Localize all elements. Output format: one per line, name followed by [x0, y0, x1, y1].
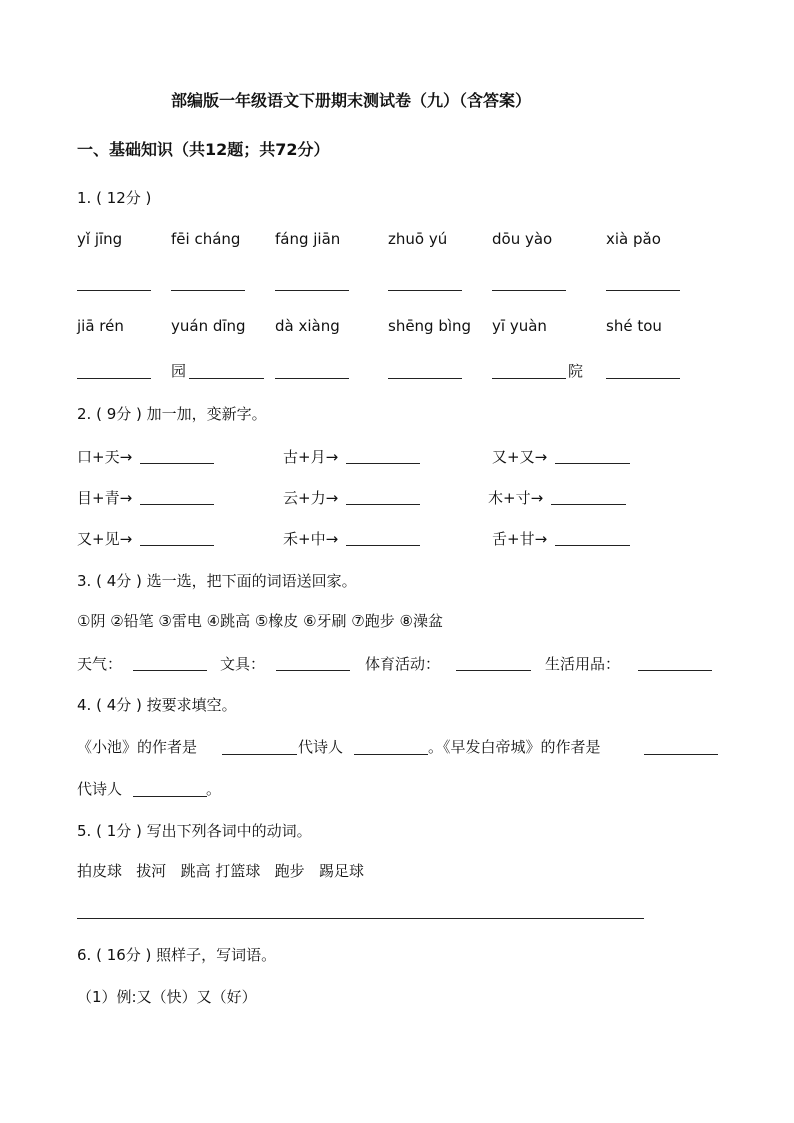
answer-blank[interactable] [140, 545, 214, 546]
char-combo-item: 云+力→ [283, 489, 339, 507]
answer-blank[interactable] [77, 290, 151, 291]
word-options: ①阴 ②铅笔 ③雷电 ④跳高 ⑤橡皮 ⑥牙刷 ⑦跑步 ⑧澡盆 [77, 612, 443, 630]
question-5-label: 5. ( 1分 ) 写出下列各词中的动词。 [77, 822, 312, 840]
pinyin-item: shēng bìng [388, 317, 472, 335]
answer-blank[interactable] [606, 290, 680, 291]
answer-blank[interactable] [346, 504, 420, 505]
answer-blank[interactable] [275, 378, 349, 379]
category-label: 天气： [77, 655, 123, 673]
page-title: 部编版一年级语文下册期末测试卷（九）（含答案） [171, 91, 532, 110]
answer-blank[interactable] [354, 754, 428, 755]
pinyin-item: dōu yào [492, 230, 553, 248]
answer-blank[interactable] [133, 670, 207, 671]
blank-suffix-char: 院 [568, 362, 584, 380]
answer-blank[interactable] [77, 378, 151, 379]
pinyin-item: jiā rén [77, 317, 124, 335]
pinyin-item: yuán dīng [171, 317, 246, 335]
pinyin-item: zhuō yú [388, 230, 448, 248]
category-label: 生活用品： [545, 655, 621, 673]
answer-blank[interactable] [276, 670, 350, 671]
char-combo-item: 古+月→ [283, 448, 339, 466]
char-combo-item: 又+又→ [492, 448, 548, 466]
blank-prefix-char: 园 [171, 362, 187, 380]
answer-blank[interactable] [606, 378, 680, 379]
pinyin-item: fáng jiān [275, 230, 341, 248]
answer-blank[interactable] [346, 545, 420, 546]
pinyin-item: fēi cháng [171, 230, 241, 248]
word-list: 拍皮球 拔河 跳高 打篮球 跑步 踢足球 [77, 862, 364, 880]
answer-blank[interactable] [555, 463, 630, 464]
pinyin-item: shé tou [606, 317, 662, 335]
answer-blank[interactable] [456, 670, 531, 671]
answer-blank[interactable] [133, 796, 207, 797]
fill-text: 代诗人 [77, 780, 123, 798]
answer-blank[interactable] [388, 290, 462, 291]
answer-blank[interactable] [492, 378, 566, 379]
answer-blank[interactable] [140, 463, 214, 464]
answer-blank[interactable] [189, 378, 264, 379]
answer-blank[interactable] [171, 290, 245, 291]
answer-blank[interactable] [222, 754, 297, 755]
answer-line[interactable] [77, 918, 644, 919]
answer-blank[interactable] [492, 290, 566, 291]
answer-blank[interactable] [140, 504, 214, 505]
pinyin-item: xià pǎo [606, 230, 661, 248]
answer-blank[interactable] [644, 754, 718, 755]
pinyin-item: yǐ jīng [77, 230, 123, 248]
answer-blank[interactable] [388, 378, 462, 379]
category-label: 体育活动： [365, 655, 441, 673]
char-combo-item: 口+天→ [77, 448, 133, 466]
question-6-label: 6. ( 16分 ) 照样子，写词语。 [77, 946, 277, 964]
example-line: （1）例:又（快）又（好） [77, 988, 257, 1006]
pinyin-item: yī yuàn [492, 317, 547, 335]
char-combo-item: 舌+甘→ [492, 530, 548, 548]
fill-text: 《小池》的作者是 [77, 738, 198, 756]
pinyin-item: dà xiàng [275, 317, 340, 335]
question-1-label: 1. ( 12分 ) [77, 189, 152, 207]
answer-blank[interactable] [275, 290, 349, 291]
fill-text: 代诗人 [298, 738, 344, 756]
char-combo-item: 目+青→ [77, 489, 133, 507]
question-2-label: 2. ( 9分 ) 加一加，变新字。 [77, 405, 267, 423]
answer-blank[interactable] [346, 463, 420, 464]
char-combo-item: 木+寸→ [488, 489, 544, 507]
char-combo-item: 禾+中→ [283, 530, 339, 548]
fill-text: 。《早发白帝城》的作者是 [428, 738, 601, 756]
question-4-label: 4. ( 4分 ) 按要求填空。 [77, 696, 237, 714]
category-label: 文具： [220, 655, 266, 673]
char-combo-item: 又+见→ [77, 530, 133, 548]
section-heading: 一、基础知识（共12题；共72分） [77, 140, 330, 159]
fill-text: 。 [206, 780, 222, 798]
answer-blank[interactable] [555, 545, 630, 546]
question-3-label: 3. ( 4分 ) 选一选，把下面的词语送回家。 [77, 572, 357, 590]
answer-blank[interactable] [551, 504, 626, 505]
answer-blank[interactable] [638, 670, 712, 671]
